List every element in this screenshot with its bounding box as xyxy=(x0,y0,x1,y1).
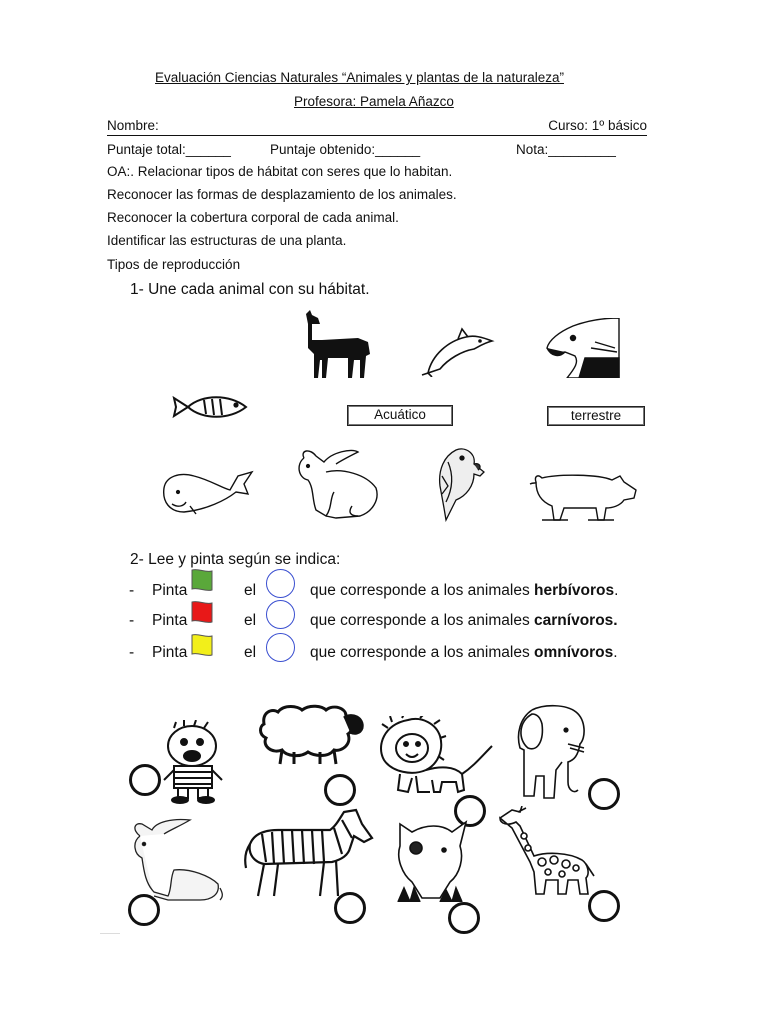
eagle-image xyxy=(545,318,621,378)
instruction-3: que corresponde a los animales omnívoros. xyxy=(310,644,618,661)
el-2: el xyxy=(244,612,257,629)
answer-circle-rabbit[interactable] xyxy=(128,894,160,926)
objective-4: Identificar las estructuras de una planta. xyxy=(107,233,347,248)
yellow-flag-icon xyxy=(191,633,213,658)
paint-circle-2[interactable] xyxy=(266,600,295,629)
paint-circle-1[interactable] xyxy=(266,569,295,598)
answer-circle-boy[interactable] xyxy=(129,764,161,796)
dash-3: - xyxy=(129,644,135,661)
instruction-1: que corresponde a los animales herbívoros. xyxy=(310,582,619,599)
total-score: Puntaje total:______ xyxy=(107,142,231,157)
document-title: Evaluación Ciencias Naturales “Animales y plantas de la naturaleza” xyxy=(155,70,564,85)
wolf-image xyxy=(392,818,470,902)
course-label: Curso: 1º básico xyxy=(548,118,647,133)
answer-circle-giraffe[interactable] xyxy=(588,890,620,922)
answer-circle-wolf[interactable] xyxy=(448,902,480,934)
question-2: 2- Lee y pinta según se indica: xyxy=(130,551,341,568)
pig-image xyxy=(528,472,640,522)
pinta-3: Pinta xyxy=(152,644,188,661)
footer-mark: ————— xyxy=(100,930,120,935)
rabbit-2-image xyxy=(128,818,224,902)
objective-5: Tipos de reproducción xyxy=(107,257,241,272)
answer-circle-zebra[interactable] xyxy=(334,892,366,924)
name-label: Nombre: xyxy=(107,118,159,133)
el-3: el xyxy=(244,644,257,661)
pinta-2: Pinta xyxy=(152,612,188,629)
sheep-image xyxy=(258,704,366,766)
grade: Nota:_________ xyxy=(516,142,616,157)
objective-3: Reconocer la cobertura corporal de cada animal. xyxy=(107,210,399,225)
parrot-image xyxy=(434,446,488,522)
dash-2: - xyxy=(129,612,135,629)
objective-1: OA:. Relacionar tipos de hábitat con seres que lo habitan. xyxy=(107,164,453,179)
objective-2: Reconocer las formas de desplazamiento de los animales. xyxy=(107,187,457,202)
dolphin-image xyxy=(418,325,496,377)
paint-circle-3[interactable] xyxy=(266,633,295,662)
lion-image xyxy=(378,716,494,798)
question-1: 1- Une cada animal con su hábitat. xyxy=(130,281,370,298)
pinta-1: Pinta xyxy=(152,582,188,599)
green-flag-icon xyxy=(191,568,213,593)
instruction-2: que corresponde a los animales carnívoros. xyxy=(310,612,618,629)
teacher-line: Profesora: Pamela Añazco xyxy=(294,94,454,109)
el-1: el xyxy=(244,582,257,599)
dash-1: - xyxy=(129,582,135,599)
answer-circle-sheep[interactable] xyxy=(324,774,356,806)
boy-image xyxy=(160,720,226,804)
habitat-label-terrestre: terrestre xyxy=(547,406,645,426)
elephant-image xyxy=(514,704,588,802)
red-flag-icon xyxy=(191,600,213,625)
habitat-label-acuatico: Acuático xyxy=(347,405,453,426)
rabbit-image xyxy=(292,448,380,520)
llama-image xyxy=(298,310,374,380)
obtained-score: Puntaje obtenido:______ xyxy=(270,142,421,157)
zebra-image xyxy=(244,808,374,898)
fish-image xyxy=(172,394,248,420)
name-row xyxy=(107,117,647,136)
whale-image xyxy=(160,466,254,516)
giraffe-image xyxy=(496,806,596,896)
